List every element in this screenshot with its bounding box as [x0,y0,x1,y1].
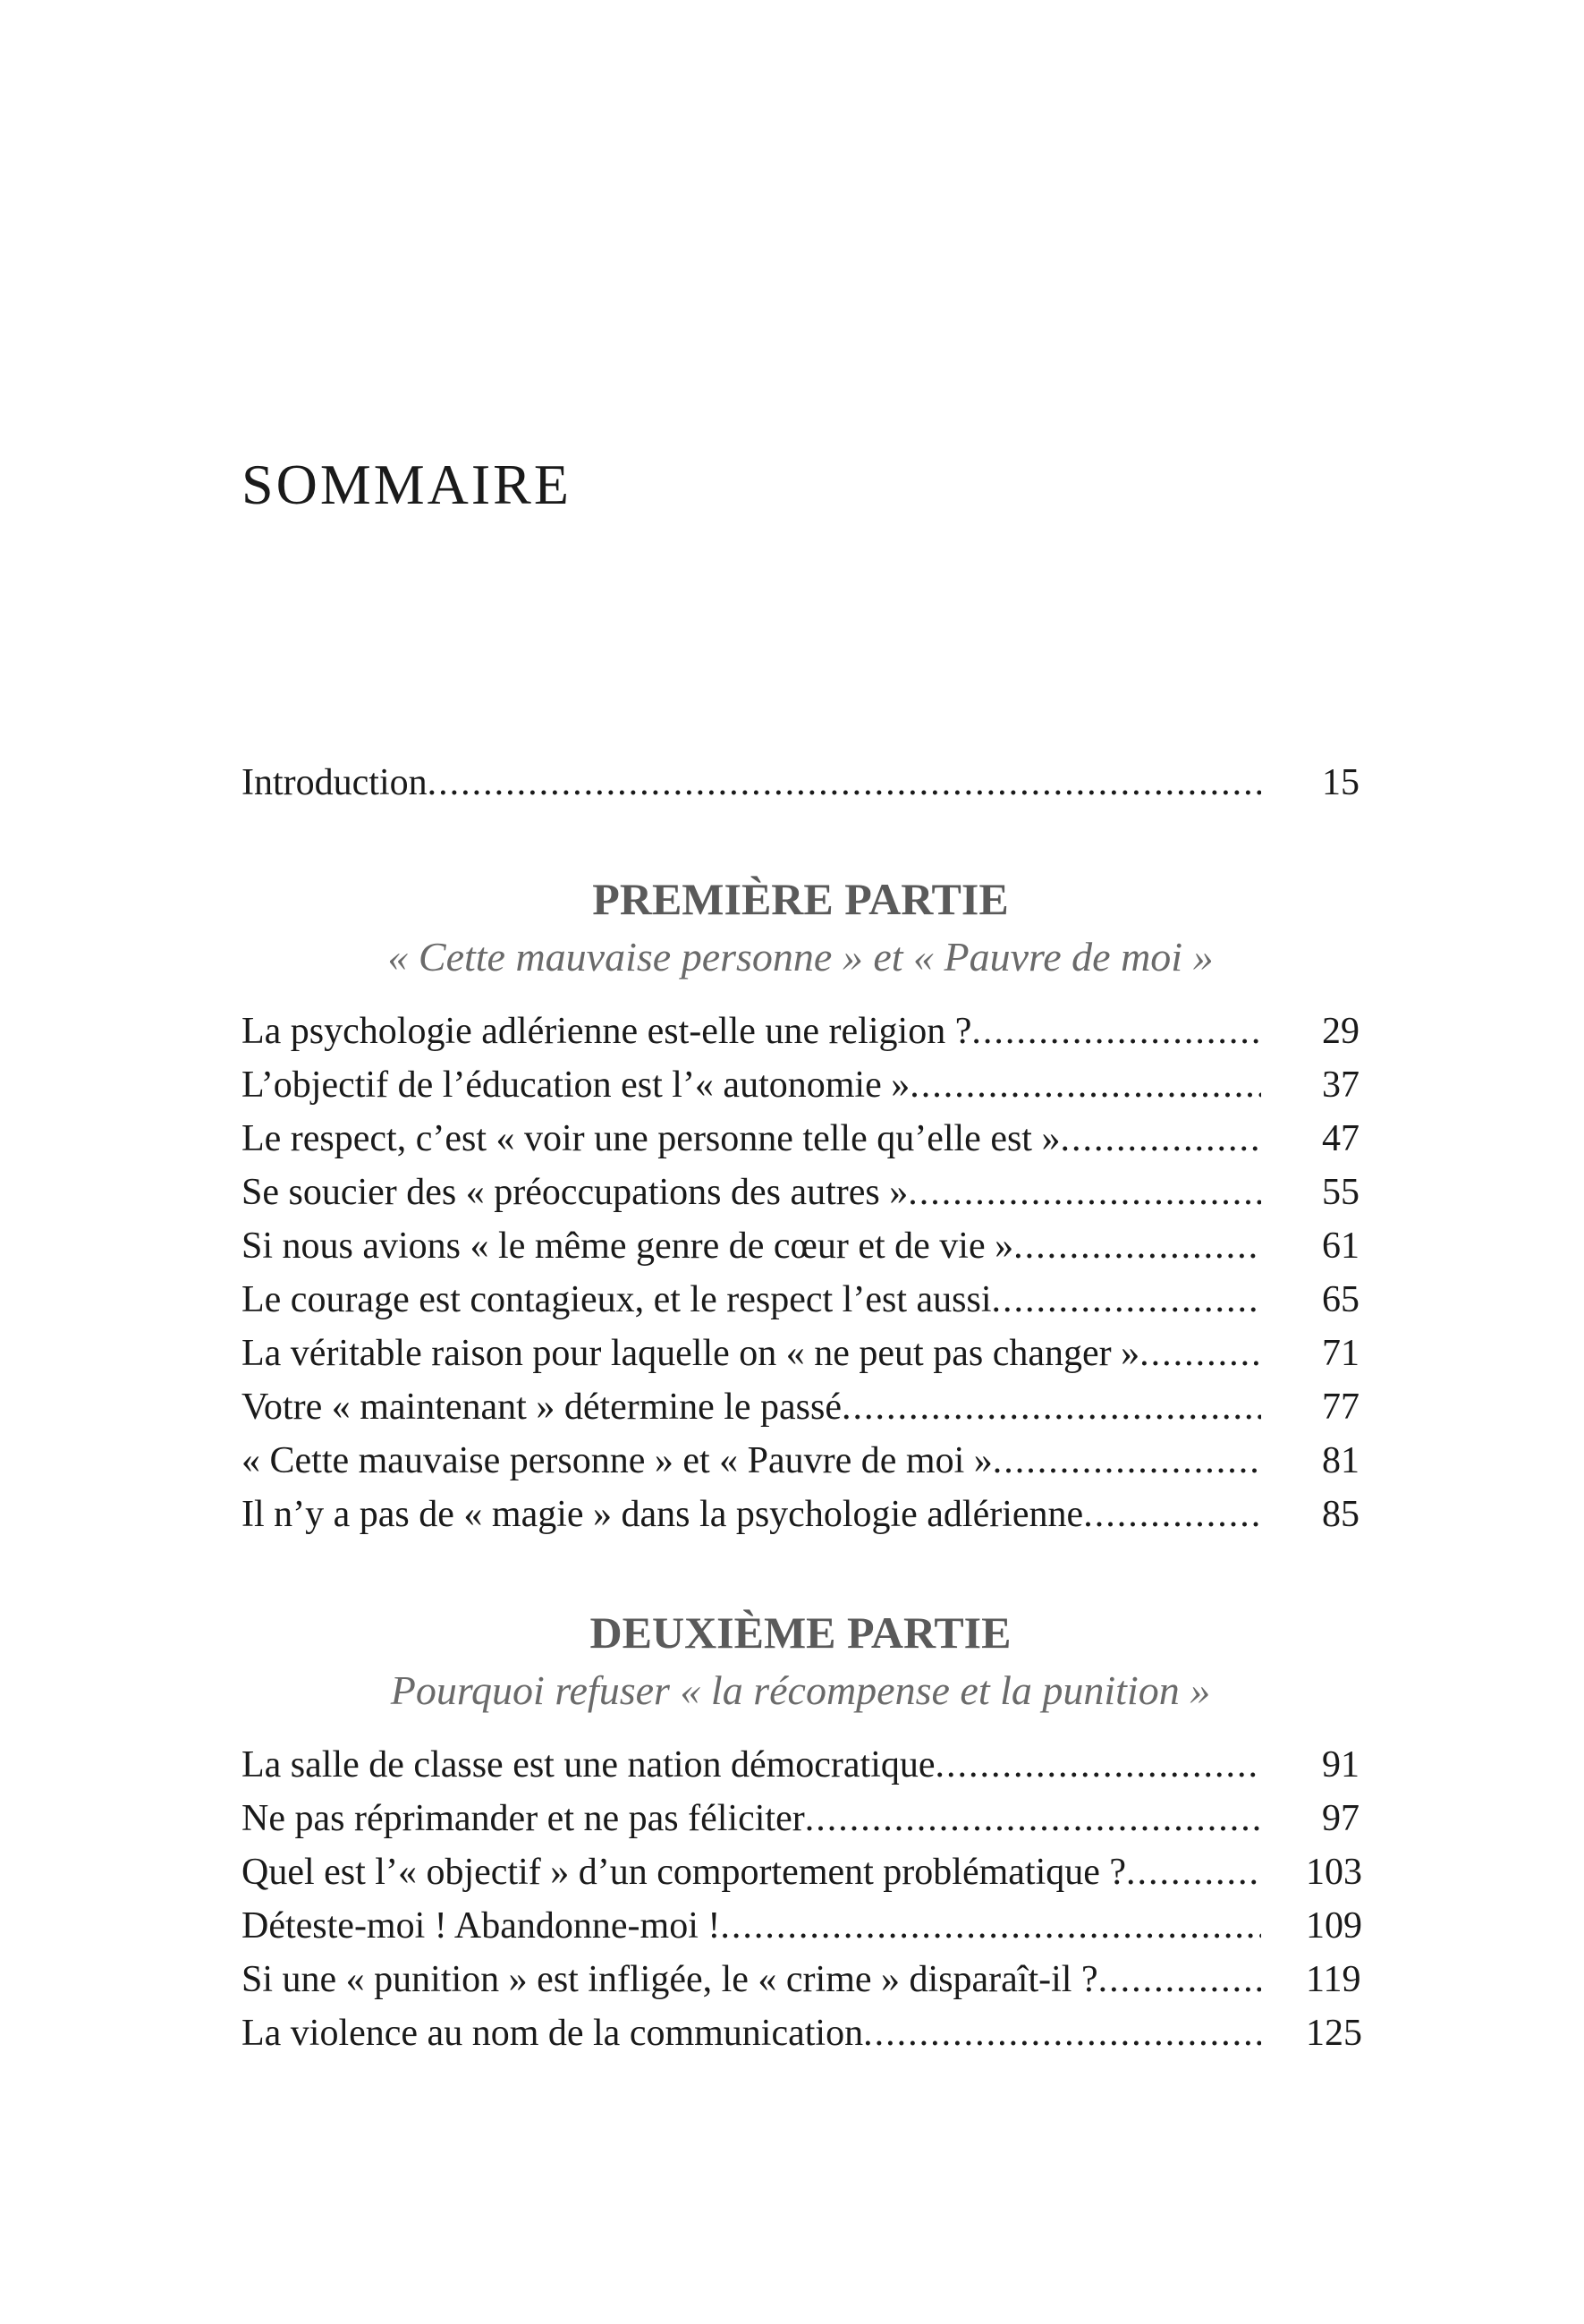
toc-entry-label: Si nous avions « le même genre de cœur et de vie » [241,1226,1014,1267]
toc-entry-label: Si une « punition » est infligée, le « crime » disparaît-il ? [241,1959,1098,2000]
dot-leader [1083,1492,1261,1537]
toc-page-number: 71 [1322,1333,1360,1374]
toc-entry[interactable] [241,2011,1360,2056]
dot-leader [991,1277,1261,1322]
dot-leader [910,1063,1261,1107]
toc-entry-label: La violence au nom de la communication [241,2013,864,2054]
toc-page-number: 91 [1322,1744,1360,1785]
toc-entry[interactable] [241,1796,1360,1841]
toc-entry[interactable] [241,1957,1360,2002]
toc-entry-label: La véritable raison pour laquelle on « ne peut pas changer » [241,1333,1140,1374]
toc-page-number: 81 [1322,1440,1360,1481]
part-subtitle: Pourquoi refuser « la récompense et la punition » [390,1667,1211,1713]
toc-page-number: 77 [1322,1387,1360,1428]
toc-entry-introduction[interactable] [241,760,1360,805]
toc-entry[interactable] [241,1385,1360,1429]
toc-entry[interactable] [241,1277,1360,1322]
dot-leader [842,1385,1261,1429]
toc-entry-label: « Cette mauvaise personne » et « Pauvre de moi » [241,1440,993,1481]
toc-entry[interactable] [241,1063,1360,1107]
toc-page-number: 37 [1322,1064,1360,1106]
toc-entry[interactable] [241,1116,1360,1161]
toc-entry[interactable] [241,1743,1360,1787]
toc-entry-label: Se soucier des « préoccupations des autres » [241,1172,909,1213]
toc-entry-label: Votre « maintenant » détermine le passé [241,1387,843,1428]
dot-leader [428,760,1261,805]
part-heading: PREMIÈRE PARTIE [592,874,1009,924]
toc-page-number: 109 [1306,1905,1362,1947]
dot-leader [908,1170,1261,1215]
toc-entry[interactable] [241,1438,1360,1483]
toc-entry[interactable] [241,1170,1360,1215]
toc-entry[interactable] [241,1224,1360,1268]
dot-leader [805,1796,1261,1841]
dot-leader [863,2011,1261,2056]
dot-leader [1060,1116,1261,1161]
toc-entry-label: Ne pas réprimander et ne pas féliciter [241,1798,805,1839]
toc-page-number: 97 [1322,1798,1360,1839]
toc-entry-label: La psychologie adlérienne est-elle une religion ? [241,1011,972,1052]
dot-leader [720,1904,1261,1948]
dot-leader [936,1743,1261,1787]
toc-page-number: 47 [1322,1118,1360,1159]
toc-entry-label: L’objectif de l’éducation est l’« autonomie » [241,1064,911,1106]
toc-entry-label: La salle de classe est une nation démocratique [241,1744,936,1785]
part-heading: DEUXIÈME PARTIE [589,1607,1012,1658]
dot-leader [1126,1850,1261,1895]
dot-leader [993,1438,1261,1483]
dot-leader [1098,1957,1261,2002]
toc-entry[interactable] [241,1331,1360,1376]
toc-entry-label: Il n’y a pas de « magie » dans la psychologie adlérienne [241,1494,1084,1535]
toc-entry-label: Déteste-moi ! Abandonne-moi ! [241,1905,721,1947]
toc-page-number: 125 [1306,2013,1362,2054]
page-title: SOMMAIRE [241,453,572,516]
dot-leader [1139,1331,1261,1376]
toc-page-number: 15 [1322,762,1360,803]
toc-page-number: 85 [1322,1494,1360,1535]
toc-entry[interactable] [241,1850,1360,1895]
toc-page-number: 29 [1322,1011,1360,1052]
toc-page-number: 103 [1306,1852,1362,1893]
toc-entry[interactable] [241,1904,1360,1948]
dot-leader [971,1009,1261,1054]
toc-page-number: 65 [1322,1279,1360,1320]
toc-page-number: 55 [1322,1172,1360,1213]
toc-page-number: 119 [1306,1959,1361,2000]
toc-entry-label: Quel est l’« objectif » d’un comportement problématique ? [241,1852,1127,1893]
part-subtitle: « Cette mauvaise personne » et « Pauvre de moi » [387,934,1214,980]
toc-page-number: 61 [1322,1226,1360,1267]
toc-entry-label: Le respect, c’est « voir une personne telle qu’elle est » [241,1118,1061,1159]
toc-entry[interactable] [241,1009,1360,1054]
toc-entry-label: Le courage est contagieux, et le respect l’est aussi [241,1279,992,1320]
dot-leader [1013,1224,1261,1268]
toc-entry[interactable] [241,1492,1360,1537]
toc-entry-label: Introduction [241,762,428,803]
